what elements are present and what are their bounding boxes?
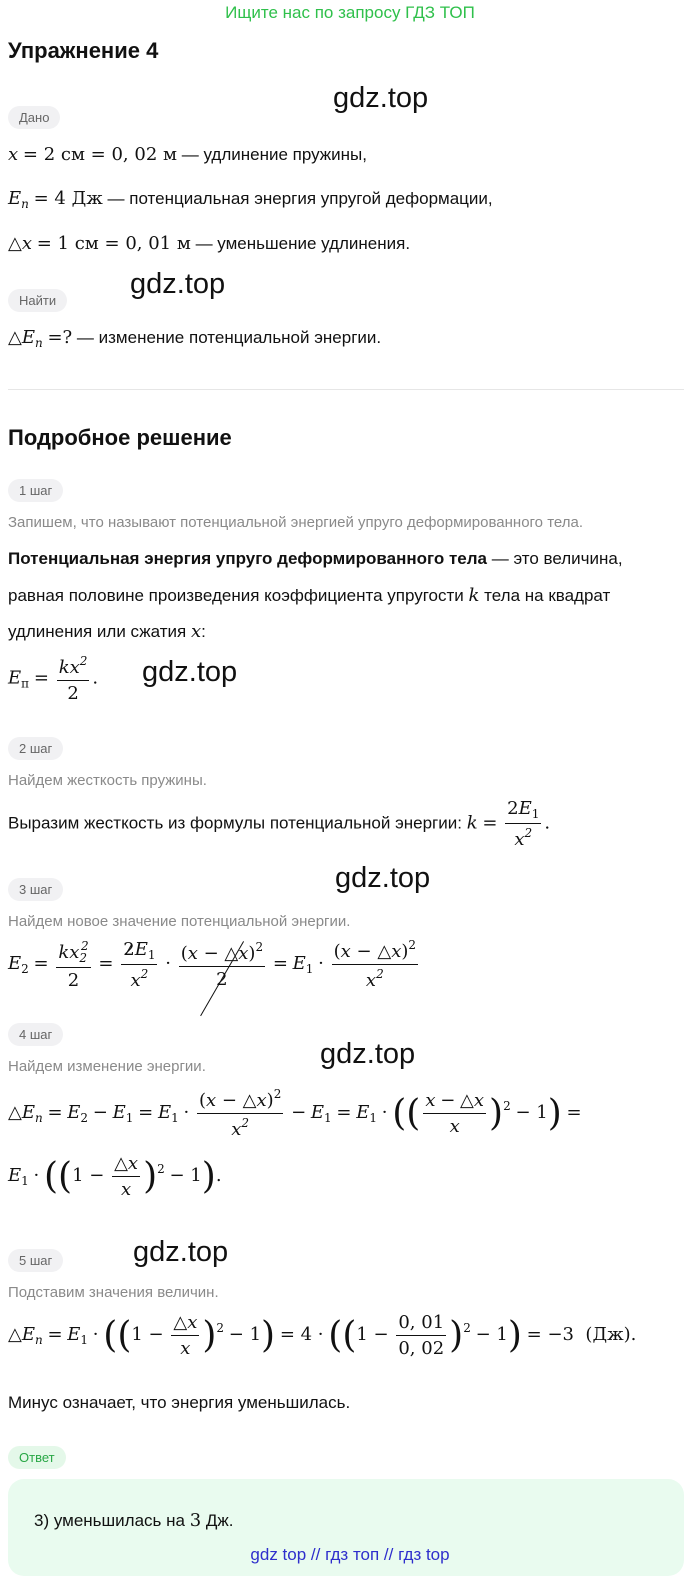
step-5-chip: 5 шаг (8, 1249, 63, 1272)
watermark: gdz.top (133, 1236, 229, 1268)
find-chip: Найти (8, 289, 67, 312)
section-divider (8, 389, 684, 390)
step-4-formula-1: $\triangle E_п = E_2 - E_1 = E_1$ · $\frac{(x - \triangle x)^2}{x^2}$ − $E_1 = E_1$ · (( $\frac{x - \triangle x}{x}$ )$^2$ − 1) = (8, 1087, 582, 1140)
step-3-hint: Найдем новое значение потенциальной энергии. (8, 913, 351, 930)
watermark: gdz.top (335, 862, 431, 894)
given-line-2: $E_п = 4$ Дж — потенциальная энергия упругой деформации, (8, 188, 493, 211)
step-1-formula: $E_п$ = $\frac{kx^2}{2}$ . (8, 654, 99, 704)
step-5-formula: $\triangle E_п = E_1 \cdot ((1$ − $\frac{\triangle x}{x}$ )$^2$ − 1) = 4 · ((1 − $\frac{0, 01}{0, 02}$ )$^2$ − 1) = −3 (Дж). (8, 1312, 637, 1359)
step-1-line-3: удлинения или сжатия x: (8, 621, 206, 642)
step-3-chip: 3 шаг (8, 878, 63, 901)
solution-title: Подробное решение (8, 425, 232, 450)
step-5-hint: Подставим значения величин. (8, 1284, 219, 1301)
step-2-chip: 2 шаг (8, 737, 63, 760)
step-1-chip: 1 шаг (8, 479, 63, 502)
step-4-formula-2: $E_1 \cdot ((1$ − $\frac{\triangle x}{x}$ )$^2$ − 1). (8, 1153, 222, 1200)
given-chip: Дано (8, 106, 60, 129)
step-1-line-2: равная половине произведения коэффициента упругости k тела на квадрат (8, 585, 611, 606)
step-3-formula: $E_2$ = $\frac{kx_2^2}{2}$ = $\frac{2E_1}{x^2}$ · $\frac{(x - \triangle x)^2}{2}$ = $E_1$ · $\frac{(x - \triangle x)^2}{x^2}$ (8, 938, 417, 991)
step-4-chip: 4 шаг (8, 1023, 63, 1046)
given-line-1: x = 2 см = 0, 02 м — удлинение пружины, (8, 144, 367, 165)
step-2-hint: Найдем жесткость пружины. (8, 772, 207, 789)
watermark: gdz.top (142, 656, 238, 688)
answer-text: 3) уменьшилась на 3 Дж. (34, 1510, 234, 1531)
given-line-3: △x = 1 см = 0, 01 м — уменьшение удлинения. (8, 233, 411, 254)
watermark: gdz.top (320, 1038, 416, 1070)
watermark: gdz.top (333, 82, 429, 114)
find-line: $\triangle E_п$ =? — изменение потенциальной энергии. (8, 327, 382, 350)
search-banner[interactable]: Ищите нас по запросу ГДЗ ТОП (225, 3, 475, 22)
bottom-links[interactable]: gdz top // гдз топ // гдз top (250, 1545, 450, 1564)
exercise-title: Упражнение 4 (8, 38, 159, 63)
step-4-hint: Найдем изменение энергии. (8, 1058, 206, 1075)
watermark: gdz.top (130, 268, 226, 300)
step-1-hint: Запишем, что называют потенциальной энергией упруго деформированного тела. (8, 514, 584, 531)
step-2-text: Выразим жесткость из формулы потенциальной энергии: k = $\frac{2E_1}{x^2}$ . (8, 798, 551, 850)
step-5-conclusion: Минус означает, что энергия уменьшилась. (8, 1393, 351, 1412)
step-1-definition: Потенциальная энергия упруго деформированного тела — это величина, (8, 549, 623, 568)
answer-chip: Ответ (8, 1446, 66, 1469)
